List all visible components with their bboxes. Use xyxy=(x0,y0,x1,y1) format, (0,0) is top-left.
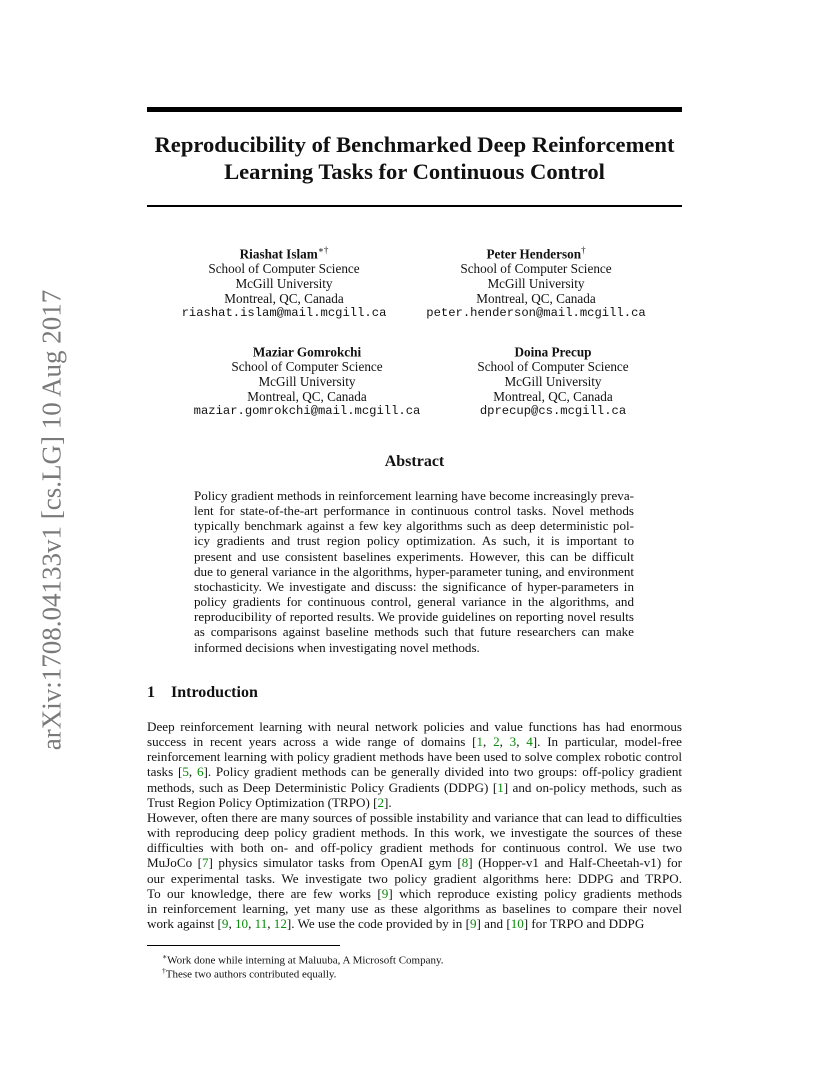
paragraph-line xyxy=(147,901,682,916)
section-number: 1 xyxy=(147,684,155,701)
text-run: ] physics simulator tasks from OpenAI gym [ xyxy=(208,855,462,871)
abstract-line: Policy gradient methods in reinforcement learning have become increasingly preva- xyxy=(194,488,634,503)
author-dept: School of Computer Science xyxy=(460,261,612,277)
paragraph-line xyxy=(147,825,682,840)
paragraph-line xyxy=(147,764,682,779)
author-dept: School of Computer Science xyxy=(208,261,360,277)
citation-link[interactable]: 4 xyxy=(526,734,533,750)
citation-link[interactable]: 9 xyxy=(381,885,389,901)
paragraph-line xyxy=(147,840,682,855)
footnote-text: Work done while interning at Maluuba, A Microsoft Company. xyxy=(167,954,444,967)
text-run: , xyxy=(499,734,510,750)
author-email[interactable]: peter.henderson@mail.mcgill.ca xyxy=(426,306,646,321)
text-run: ] and on-policy methods, such as xyxy=(503,779,683,795)
abstract-line: typically benchmark against a few key algorithms such as deep deterministic pol- xyxy=(194,518,634,534)
text-run: our experimental tasks. We investigate two policy gradient algorithms here: DDPG and TRPO. xyxy=(147,870,682,886)
citation-link[interactable]: 6 xyxy=(196,764,204,780)
author-dept: School of Computer Science xyxy=(231,359,383,375)
abstract-line: policy gradients for continuous control, general variance in the algorithms, and xyxy=(194,594,634,610)
paragraph-line xyxy=(147,886,682,901)
author-city: Montreal, QC, Canada xyxy=(224,291,344,307)
author-org: McGill University xyxy=(258,374,356,390)
author-dept: School of Computer Science xyxy=(477,359,629,375)
author-email[interactable]: maziar.gomrokchi@mail.mcgill.ca xyxy=(193,404,421,419)
text-run: , xyxy=(248,916,255,932)
abstract-line: present and use consistent baselines experiments. However, this can be difficult xyxy=(194,548,634,564)
citation-link[interactable]: 11 xyxy=(254,916,268,932)
paragraph-line xyxy=(147,916,682,931)
citation-link[interactable]: 1 xyxy=(497,779,504,795)
abstract-heading: Abstract xyxy=(384,453,445,470)
paragraph-line xyxy=(147,871,682,886)
author-city: Montreal, QC, Canada xyxy=(476,291,596,307)
section-heading xyxy=(147,684,258,702)
text-run: MuJoCo [ xyxy=(147,855,202,871)
author-org: McGill University xyxy=(487,276,585,292)
paper-title xyxy=(147,131,682,185)
footnote-2 xyxy=(162,964,336,982)
text-run: ] and [ xyxy=(476,916,511,932)
paragraph-line xyxy=(147,810,682,825)
footnote-text: These two authors contributed equally. xyxy=(165,968,337,981)
author-name: Maziar Gomrokchi xyxy=(252,344,362,360)
paragraph-line xyxy=(147,749,682,764)
title-bottom-rule xyxy=(147,205,682,207)
text-run: with reproducing deep policy gradient methods. In this work, we investigate the sources of these xyxy=(147,825,682,841)
author-block-4 xyxy=(403,341,703,419)
author-name: Doina Precup xyxy=(514,344,592,360)
abstract-line: informed decisions when investigating novel methods. xyxy=(194,639,480,655)
text-run: ]. We use the code provided by in [ xyxy=(286,916,470,932)
abstract-body xyxy=(194,488,634,655)
section-title: Introduction xyxy=(171,684,258,701)
author-mark: † xyxy=(581,245,586,255)
author-email[interactable]: dprecup@cs.mcgill.ca xyxy=(479,404,627,419)
author-name: Peter Henderson xyxy=(486,246,582,262)
text-run: , xyxy=(188,764,197,780)
text-run: reinforcement learning with policy gradient methods have been used to solve complex robotic control xyxy=(147,749,682,765)
paragraph-line xyxy=(147,719,682,734)
text-run: ] for TRPO and DDPG xyxy=(523,916,645,932)
paragraph-line xyxy=(147,780,682,795)
footnote-rule xyxy=(147,945,340,946)
text-run: success in recent years across a wide range of domains [ xyxy=(147,734,477,750)
footnote-mark: ∗ xyxy=(162,952,168,961)
text-run: ] (Hopper-v1 and Half-Cheetah-v1) for xyxy=(468,855,682,871)
text-run: in reinforcement learning, yet many use as these algorithms as baselines to compare their novel xyxy=(147,900,682,916)
author-mark: ∗† xyxy=(317,245,329,255)
author-org: McGill University xyxy=(504,374,602,390)
citation-link[interactable]: 3 xyxy=(509,734,517,750)
text-run: Deep reinforcement learning with neural network policies and value functions has had enormous xyxy=(147,719,682,734)
text-run: To our knowledge, there are few works [ xyxy=(147,885,382,901)
text-run: Trust Region Policy Optimization (TRPO) [ xyxy=(147,794,378,810)
citation-link[interactable]: 10 xyxy=(235,916,249,932)
paragraph-line xyxy=(147,855,682,870)
author-block-2 xyxy=(386,243,686,321)
author-city: Montreal, QC, Canada xyxy=(493,389,613,405)
text-run: ]. In particular, model-free xyxy=(532,734,682,750)
text-run: ]. xyxy=(384,794,392,810)
paragraph-line xyxy=(147,795,682,810)
text-run: However, often there are many sources of possible instability and variance that can lead to difficulties xyxy=(147,810,682,825)
arxiv-stamp: arXiv:1708.04133v1 [cs.LG] 10 Aug 2017 xyxy=(36,289,67,751)
text-run: ]. Policy gradient methods can be generally divided into two groups: off-policy gradient xyxy=(203,764,682,780)
citation-link[interactable]: 2 xyxy=(493,734,500,750)
citation-link[interactable]: 8 xyxy=(461,855,469,871)
citation-link[interactable]: 9 xyxy=(221,916,229,932)
abstract-line: lent for state-of-the-art performance in continuous control tasks. Novel methods xyxy=(194,503,634,519)
title-top-rule xyxy=(147,107,682,112)
abstract-line: as comparisons against baseline methods such that future researchers can make xyxy=(194,624,634,640)
intro-paragraph-2 xyxy=(147,810,682,931)
text-run: , xyxy=(516,734,527,750)
abstract-line: icy gradients and trust region policy optimization. As such, it is important to xyxy=(194,533,634,549)
intro-paragraph-1 xyxy=(147,719,682,810)
footnote-mark: † xyxy=(162,966,166,975)
text-run: ] which reproduce existing policy gradients methods xyxy=(388,885,682,901)
title-line-1: Reproducibility of Benchmarked Deep Reinforcement xyxy=(154,132,675,157)
abstract-line: stochasticity. We investigate and discuss: the significance of hyper-parameters in xyxy=(194,578,634,594)
text-run: , xyxy=(483,734,494,750)
paragraph-line xyxy=(147,734,682,749)
citation-link[interactable]: 5 xyxy=(182,764,189,780)
text-run: work against [ xyxy=(147,916,222,932)
citation-link[interactable]: 2 xyxy=(377,794,385,810)
author-city: Montreal, QC, Canada xyxy=(247,389,367,405)
text-run: tasks [ xyxy=(147,764,183,780)
abstract-line: reproducibility of reported results. We provide guidelines on reporting novel results xyxy=(194,609,634,625)
abstract-line: due to general variance in the algorithms, hyper-parameter tuning, and environment xyxy=(194,563,634,579)
text-run: methods, such as Deep Deterministic Policy Gradients (DDPG) [ xyxy=(147,779,498,795)
author-email[interactable]: riashat.islam@mail.mcgill.ca xyxy=(181,306,387,321)
text-run: difficulties with both on- and off-policy gradient methods for continuous control. We use two xyxy=(147,840,682,856)
title-line-2: Learning Tasks for Continuous Control xyxy=(224,159,605,184)
text-run: , xyxy=(267,916,274,932)
citation-link[interactable]: 1 xyxy=(476,734,484,750)
citation-link[interactable]: 10 xyxy=(510,916,524,932)
author-name: Riashat Islam xyxy=(239,246,318,262)
citation-link[interactable]: 12 xyxy=(273,916,287,932)
text-run: , xyxy=(228,916,235,932)
author-org: McGill University xyxy=(235,276,333,292)
citation-link[interactable]: 9 xyxy=(469,916,477,932)
citation-link[interactable]: 7 xyxy=(202,855,209,871)
